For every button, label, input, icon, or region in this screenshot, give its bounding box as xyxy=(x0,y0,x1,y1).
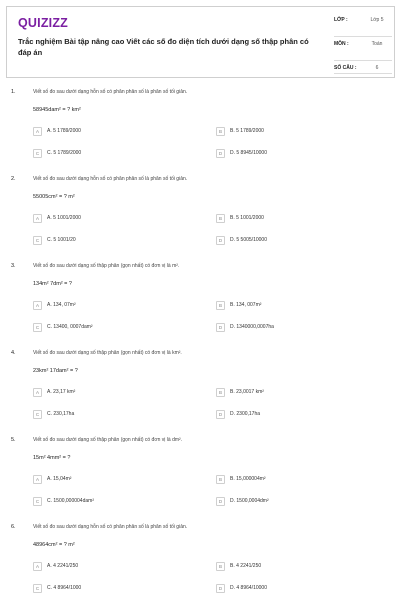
meta-value-subject: Toán xyxy=(371,41,383,47)
option-letter: B xyxy=(216,475,225,484)
option-letter: D xyxy=(216,497,225,506)
option-c[interactable] xyxy=(33,147,81,159)
question-text: Viết số đo sau dưới dạng hỗn số có phân phân số là phân số tối giản. xyxy=(33,89,188,95)
option-text: B. 5 1789/2000 xyxy=(230,128,264,134)
question-text: Viết số đo sau dưới dạng hỗn số có phân phân số là phân số tối giản. xyxy=(33,524,188,530)
option-text: A. 5 1001/2000 xyxy=(47,215,81,221)
question-text: Viết số đo sau dưới dạng số thập phân (gọn nhất) có đơn vị là m². xyxy=(33,263,180,269)
meta-row-subject xyxy=(334,37,392,61)
option-c[interactable] xyxy=(33,234,76,246)
option-d[interactable] xyxy=(216,408,260,420)
option-a[interactable] xyxy=(33,125,81,137)
option-letter: A xyxy=(33,388,42,397)
option-text: B. 15,000004m² xyxy=(230,476,266,482)
option-d[interactable] xyxy=(216,321,274,333)
option-text: D. 5 8945/10000 xyxy=(230,150,267,156)
option-letter: D xyxy=(216,236,225,245)
option-letter: A xyxy=(33,562,42,571)
option-text: C. 1500,000004dam² xyxy=(47,498,94,504)
option-letter: C xyxy=(33,149,42,158)
option-d[interactable] xyxy=(216,582,267,594)
option-letter: C xyxy=(33,236,42,245)
option-letter: C xyxy=(33,323,42,332)
question-text: Viết số đo sau dưới dạng số thập phân (gọn nhất) có đơn vị là dm². xyxy=(33,437,183,443)
option-text: A. 15,04m² xyxy=(47,476,72,482)
meta-label-subject: MÔN : xyxy=(334,41,349,47)
option-letter: A xyxy=(33,127,42,136)
option-a[interactable] xyxy=(33,473,71,485)
option-text: A. 5 1789/2000 xyxy=(47,128,81,134)
option-b[interactable] xyxy=(216,125,264,137)
option-d[interactable] xyxy=(216,147,267,159)
option-text: C. 5 1789/2000 xyxy=(47,150,82,156)
option-text: C. 4 8964/1000 xyxy=(47,585,82,591)
option-text: C. 13400, 0007dam² xyxy=(47,324,93,330)
question-number: 3. xyxy=(11,263,16,269)
question-number: 2. xyxy=(11,176,16,182)
question-text: Viết số đo sau dưới dạng số thập phân (gọn nhất) có đơn vị là km². xyxy=(33,350,182,356)
question-text: Viết số đo sau dưới dạng hỗn số có phân phân số là phân số tối giản. xyxy=(33,176,188,182)
option-d[interactable] xyxy=(216,234,267,246)
option-text: B. 4 2241/250 xyxy=(230,563,262,569)
option-letter: B xyxy=(216,562,225,571)
worksheet-header xyxy=(6,6,395,78)
meta-row-count xyxy=(334,61,392,74)
option-letter: C xyxy=(33,497,42,506)
option-letter: B xyxy=(216,127,225,136)
option-letter: B xyxy=(216,388,225,397)
option-text: D. 1500,0004dm² xyxy=(230,498,269,504)
option-text: A. 4 2241/250 xyxy=(47,563,79,569)
option-text: B. 23,0017 km² xyxy=(230,389,264,395)
option-letter: B xyxy=(216,214,225,223)
option-letter: D xyxy=(216,149,225,158)
option-text: B. 134, 007m² xyxy=(230,302,262,308)
option-letter: C xyxy=(33,410,42,419)
option-text: D. 2300,17ha xyxy=(230,411,261,417)
option-text: C. 230,17ha xyxy=(47,411,75,417)
option-a[interactable] xyxy=(33,212,81,224)
option-b[interactable] xyxy=(216,299,261,311)
quizizz-logo: QUIZIZZ xyxy=(18,16,69,30)
question-equation: 58945dam² = ? km² xyxy=(33,107,81,113)
option-b[interactable] xyxy=(216,473,266,485)
option-d[interactable] xyxy=(216,495,269,507)
meta-value-count: 6 xyxy=(375,65,379,71)
worksheet-title: Trắc nghiệm Bài tập nâng cao Viết các số đo diện tích dưới dạng số thập phân có đáp án xyxy=(18,37,309,57)
question-number: 6. xyxy=(11,524,16,530)
meta-label-class: LỚP : xyxy=(334,17,348,23)
option-letter: A xyxy=(33,301,42,310)
question-number: 4. xyxy=(11,350,16,356)
option-text: D. 4 8964/10000 xyxy=(230,585,267,591)
option-c[interactable] xyxy=(33,408,74,420)
option-letter: A xyxy=(33,214,42,223)
option-text: A. 23,17 km² xyxy=(47,389,76,395)
question-equation: 55005cm² = ? m² xyxy=(33,194,75,200)
question-equation: 134m² 7dm² = ? xyxy=(33,281,72,287)
option-letter: D xyxy=(216,410,225,419)
option-text: B. 5 1001/2000 xyxy=(230,215,264,221)
option-letter: C xyxy=(33,584,42,593)
worksheet-meta xyxy=(334,13,392,74)
option-letter: A xyxy=(33,475,42,484)
option-c[interactable] xyxy=(33,582,81,594)
option-a[interactable] xyxy=(33,386,75,398)
option-letter: D xyxy=(216,584,225,593)
option-c[interactable] xyxy=(33,495,94,507)
option-text: D. 5 5005/10000 xyxy=(230,237,267,243)
option-b[interactable] xyxy=(216,560,261,572)
option-letter: B xyxy=(216,301,225,310)
meta-row-class xyxy=(334,13,392,37)
meta-value-class: Lớp 5 xyxy=(370,17,384,23)
option-text: C. 5 1001/20 xyxy=(47,237,76,243)
option-c[interactable] xyxy=(33,321,93,333)
option-b[interactable] xyxy=(216,386,264,398)
option-a[interactable] xyxy=(33,560,78,572)
option-a[interactable] xyxy=(33,299,76,311)
meta-label-count: SỐ CÂU : xyxy=(334,65,357,71)
option-b[interactable] xyxy=(216,212,264,224)
option-letter: D xyxy=(216,323,225,332)
option-text: A. 134, 07m² xyxy=(47,302,76,308)
question-equation: 48964cm² = ? m² xyxy=(33,542,75,548)
question-number: 1. xyxy=(11,89,16,95)
question-equation: 23km² 17dam² = ? xyxy=(33,368,78,374)
question-number: 5. xyxy=(11,437,16,443)
option-text: D. 1340000,0007ha xyxy=(230,324,274,330)
question-equation: 15m² 4mm² = ? xyxy=(33,455,71,461)
